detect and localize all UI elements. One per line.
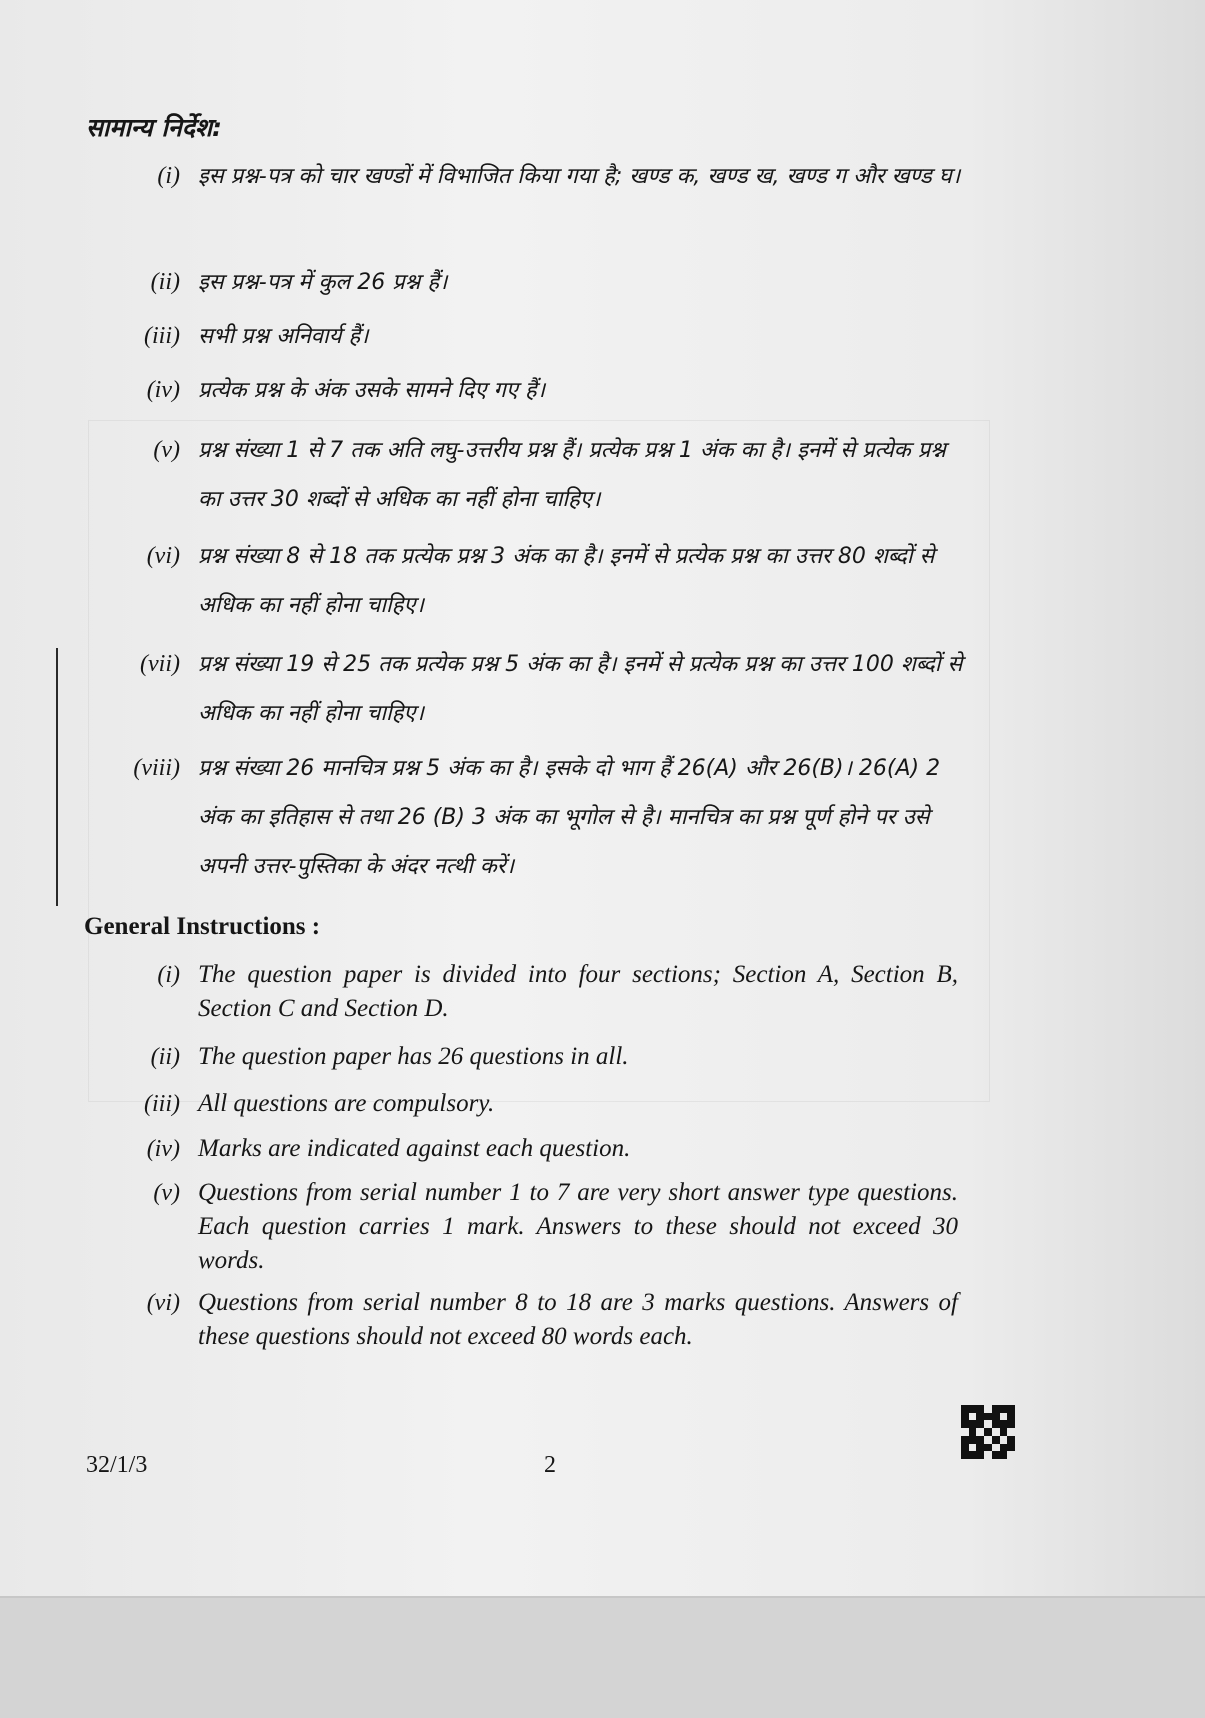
margin-line [56,648,58,906]
qr-code-icon [961,1405,1015,1459]
item-number: (viii) [133,755,180,781]
item-text: सभी प्रश्न अनिवार्य हैं। [198,324,369,349]
item-text: प्रश्न संख्या 8 से 18 तक प्रत्येक प्रश्न 3 अंक का है। इनमें से प्रत्येक प्रश्न का उत्तर 80 शब्दों से अधिक का नहीं होना चाहिए। [198,544,935,618]
item-number: (ii) [150,1044,180,1070]
hindi-instruction-item [108,426,968,524]
hindi-instruction-item [108,312,968,361]
item-text: Marks are indicated against each question. [198,1135,631,1162]
item-text: प्रत्येक प्रश्न के अंक उसके सामने दिए गए हैं। [198,378,546,403]
page-number: 2 [544,1452,556,1478]
english-instruction-item [108,1040,958,1074]
english-instruction-item [108,1286,958,1354]
item-number: (ii) [150,269,180,295]
item-number: (i) [157,163,180,189]
item-number: (v) [153,1180,180,1206]
item-text: प्रश्न संख्या 1 से 7 तक अति लघु-उत्तरीय प्रश्न हैं। प्रत्येक प्रश्न 1 अंक का है। इनमें से प्रत्येक प्रश्न का उत्तर 30 शब्दों से अधिक का नहीं होना चाहिए। [198,438,946,512]
item-text: Questions from serial number 1 to 7 are very short answer type questions. Each question carries 1 mark. Answers to these should not exceed 30 words. [198,1179,958,1274]
item-text: The question paper is divided into four sections; Section A, Section B, Section C and Section D. [198,961,958,1022]
item-number: (v) [153,437,180,463]
item-number: (vii) [140,651,180,677]
hindi-instruction-item [108,640,968,738]
background-surface [0,1598,1205,1718]
item-number: (iv) [146,377,180,403]
item-text: प्रश्न संख्या 26 मानचित्र प्रश्न 5 अंक का है। इसके दो भाग हैं 26(A) और 26(B)। 26(A) 2 अंक का इतिहास से तथा 26 (B) 3 अंक का भूगोल से है। मानचित्र का प्रश्न पूर्ण होने पर उसे अपनी उत्तर-पुस्तिका के अंदर नत्थी करें। [198,756,941,879]
general-instructions-heading: General Instructions : [84,913,321,940]
item-number: (vi) [146,1290,180,1316]
hindi-instruction-item [108,744,968,891]
item-text: इस प्रश्न-पत्र में कुल 26 प्रश्न हैं। [198,270,448,295]
item-number: (iv) [146,1136,180,1162]
item-number: (vi) [146,543,180,569]
english-instruction-item [108,1087,958,1121]
english-instruction-item [108,958,958,1026]
item-text: प्रश्न संख्या 19 से 25 तक प्रत्येक प्रश्न 5 अंक का है। इनमें से प्रत्येक प्रश्न का उत्तर 100 शब्दों से अधिक का नहीं होना चाहिए। [198,652,963,726]
english-instruction-item [108,1132,958,1166]
english-instruction-item [108,1176,958,1278]
item-text: इस प्रश्न-पत्र को चार खण्डों में विभाजित किया गया है; खण्ड क, खण्ड ख, खण्ड ग और खण्ड घ। [198,164,961,189]
item-number: (iii) [144,323,180,349]
item-text: All questions are compulsory. [198,1090,495,1117]
item-number: (iii) [144,1091,180,1117]
item-text: Questions from serial number 8 to 18 are 3 marks questions. Answers of these questions should not exceed 80 words each. [198,1289,958,1350]
item-number: (i) [157,962,180,988]
paper-code: 32/1/3 [86,1452,148,1478]
hindi-instruction-item [108,258,968,307]
item-text: The question paper has 26 questions in all. [198,1043,629,1070]
hindi-instruction-item [108,152,968,201]
hindi-instruction-item [108,366,968,415]
hindi-instruction-item [108,532,968,630]
hindi-instructions-heading: सामान्य निर्देश: [86,113,223,142]
